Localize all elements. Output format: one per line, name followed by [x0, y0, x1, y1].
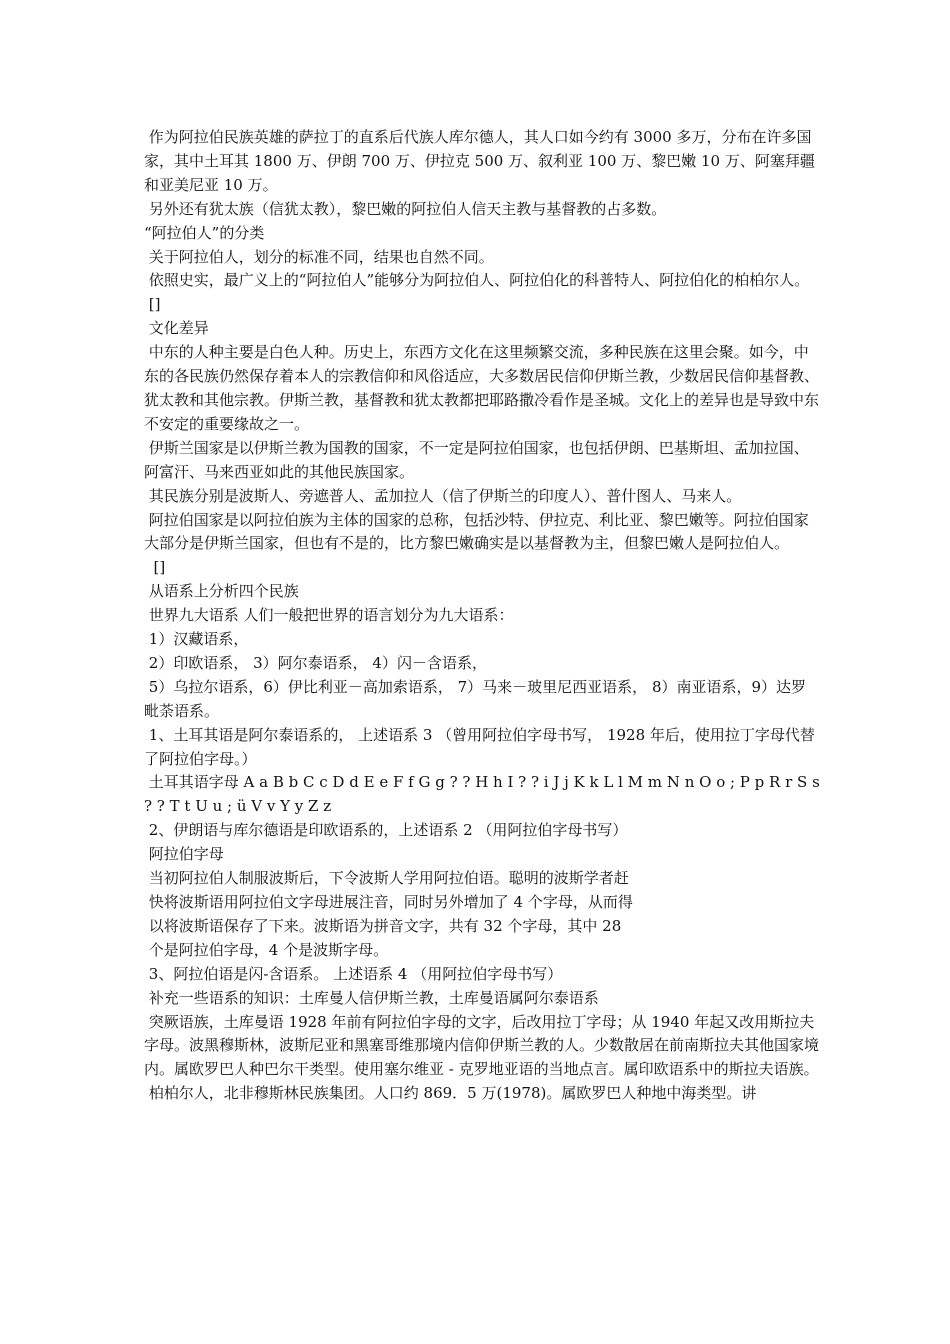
paragraph-persian-history-3: 以将波斯语保存了下来。波斯语为拼音文字，共有 32 个字母，其中 28 [144, 916, 622, 935]
heading-cultural-differences: 文化差异 [144, 319, 209, 338]
paragraph-kurds-population: 作为阿拉伯民族英雄的萨拉丁的直系后代族人库尔德人，其人口如今约有 3000 多万，分布在许多国家，其中土耳其 1800 万、伊朗 700 万、伊拉克 500 万、叙利亚 100 万、黎巴嫩 10 万、阿塞拜疆和亚美尼亚 10 万。 [144, 128, 815, 194]
paragraph-berbers: 柏柏尔人，北非穆斯林民族集团。人口约 869．5 万(1978)。属欧罗巴人种地中海类型。讲 [144, 1084, 757, 1103]
list-item-family-2-4: 2）印欧语系， 3）阿尔泰语系， 4）闪－含语系， [144, 653, 487, 672]
paragraph-turkmen: 补充一些语系的知识：土库曼人信伊斯兰教，土库曼语属阿尔泰语系 [144, 988, 599, 1007]
paragraph-islamic-countries: 伊斯兰国家是以伊斯兰教为国教的国家，不一定是阿拉伯国家，也包括伊朗、巴基斯坦、孟加拉国、阿富汗、马来西亚如此的其他民族国家。 [144, 438, 809, 481]
paragraph-persian-history-4: 个是阿拉伯字母，4 个是波斯字母。 [144, 940, 389, 959]
list-item-family-1: 1）汉藏语系， [144, 630, 249, 649]
paragraph-ethnic-groups: 其民族分别是波斯人、旁遮普人、孟加拉人（信了伊斯兰的印度人）、普什图人、马来人。 [144, 486, 742, 505]
paragraph-nine-families: 世界九大语系 人们一般把世界的语言划分为九大语系： [144, 606, 514, 625]
paragraph-persian-kurdish: 2、伊朗语与库尔德语是印欧语系的，上述语系 2 （用阿拉伯字母书写） [144, 821, 628, 840]
paragraph-classification-standard: 关于阿拉伯人，划分的标准不同，结果也自然不同。 [144, 247, 494, 266]
paragraph-turkic-branch: 突厥语族，土库曼语 1928 年前有阿拉伯字母的文字，后改用拉丁字母；从 1940 年起又改用斯拉夫字母。波黑穆斯林，波斯尼亚和黑塞哥维那境内信仰伊斯兰教的人。少数散居在前南斯拉夫其他国家境内。属欧罗巴人种巴尔干类型。使用塞尔维亚 - 克罗地亚语的当地点言。属印欧语系中的斯拉夫语族。 [144, 1012, 820, 1079]
heading-arabic-alphabet: 阿拉伯字母 [144, 845, 224, 864]
paragraph-arabic-semitic: 3、阿拉伯语是闪-含语系。 上述语系 4 （用阿拉伯字母书写） [144, 964, 563, 983]
heading-language-families: 从语系上分析四个民族 [144, 582, 299, 601]
heading-arab-classification: “阿拉伯人”的分类 [144, 223, 265, 242]
paragraph-persian-history-1: 当初阿拉伯人制服波斯后，下令波斯人学用阿拉伯语。聪明的波斯学者赶 [144, 869, 629, 888]
document-page [144, 126, 825, 1106]
list-item-family-5-9: 5）乌拉尔语系，6）伊比利亚－高加索语系， 7）马来－玻里尼西亚语系， 8）南亚语系，9）达罗毗荼语系。 [144, 677, 807, 720]
paragraph-middle-east-races: 中东的人种主要是白色人种。历史上，东西方文化在这里频繁交流，多种民族在这里会聚。如今，中东的各民族仍然保存着本人的宗教信仰和风俗适应，大多数居民信仰伊斯兰教，少数居民信仰基督教、犹太教和其他宗教。伊斯兰教，基督教和犹太教都把耶路撒冷看作是圣城。文化上的差异也是导致中东不安定的重要缘故之一。 [144, 343, 820, 433]
paragraph-broad-arabs: 依照史实，最广义上的“阿拉伯人”能够分为阿拉伯人、阿拉伯化的科普特人、阿拉伯化的柏柏尔人。 [144, 271, 810, 290]
paragraph-persian-history-2: 快将波斯语用阿拉伯文字母进展注音，同时另外增加了 4 个字母，从而得 [144, 893, 633, 911]
placeholder-brackets-2: [] [144, 558, 166, 577]
paragraph-turkish-language: 1、土耳其语是阿尔泰语系的， 上述语系 3 （曾用阿拉伯字母书写， 1928 年后，使用拉丁字母代替了阿拉伯字母。） [144, 725, 815, 768]
placeholder-brackets: [] [144, 295, 161, 314]
paragraph-turkish-alphabet: 土耳其语字母 A a B b C c D d E e F f G g ? ? H h I ? ? i J j K k L l M m N n O o ; P p R r S s ? ? T t U u ; ü V v Y y Z z [144, 773, 825, 816]
paragraph-arab-countries: 阿拉伯国家是以阿拉伯族为主体的国家的总称，包括沙特、伊拉克、利比亚、黎巴嫩等。阿拉伯国家大部分是伊斯兰国家，但也有不是的，比方黎巴嫩确实是以基督教为主，但黎巴嫩人是阿拉伯人。 [144, 510, 809, 553]
paragraph-jewish-lebanon: 另外还有犹太族（信犹太教），黎巴嫩的阿拉伯人信天主教与基督教的占多数。 [144, 199, 667, 218]
